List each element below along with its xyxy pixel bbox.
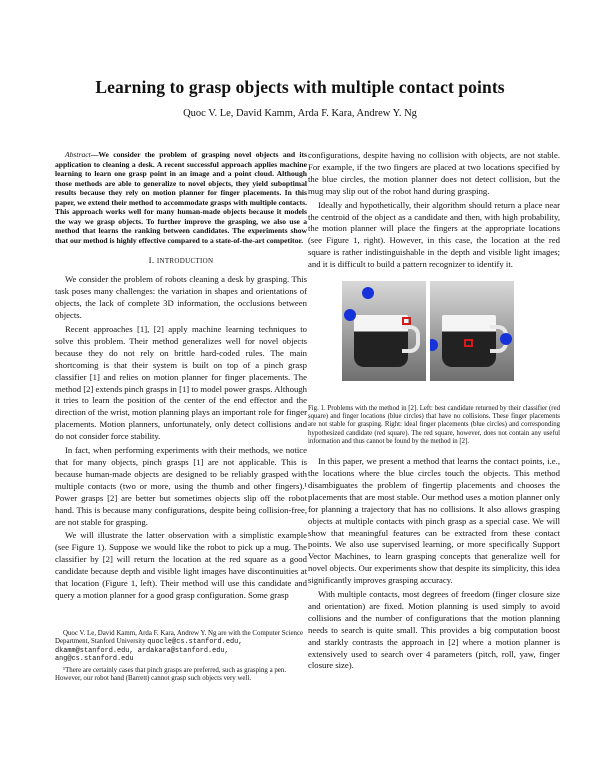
figure-caption: Fig. 1. Problems with the method in [2]. Left: best candidate returned by their classifier (red square) and finger locations (blue circles) that have no collisions. These finger placements are not stable for grasping. Right: ideal finger placements (blue circles) and corresponding hypothesized candidate (red square). The red square, however, does not contain any useful information and thus cannot be found by the method in [2]. [308, 405, 560, 445]
blue-circle-icon [430, 339, 438, 351]
red-square-icon [464, 339, 473, 347]
mug-handle-left [402, 325, 420, 353]
right-paragraph-2: Ideally and hypothetically, their algorithm should return a place near the centroid of the object as a candidate and then, with high probability, the motion planner will place the fingers at the appropriate locations (see Figure 1, right). However, in this case, the location at the red square is rather indistinguishable in the depth and visible light images; and it is difficult to build a pattern recognizer to identify it. [308, 199, 560, 270]
blue-circle-icon [500, 333, 512, 345]
blue-circle-icon [362, 287, 374, 299]
paper-title: Learning to grasp objects with multiple contact points [95, 77, 505, 97]
footnote-1: ¹There are certainly cases that pinch grasps are preferred, such as grasping a pen. However, our robot hand (Barrett) cannot grasp such objects very well. [55, 666, 287, 683]
section-number: I. [148, 255, 155, 266]
right-paragraph-4: With multiple contacts, most degrees of freedom (finger closure size and orientation) are fixed. Motion planning is used simply to avoid collisions and the number of configurations that the motion planning needs to search is quite small. This provides a big computation boost and starkly contrasts the approach in [2] where a motion planner is extensively used to search over 4 parameters (pitch, roll, yaw, finger closure size). [308, 589, 560, 671]
author-affiliation [55, 630, 307, 664]
red-square-icon [402, 317, 411, 325]
mug-left [354, 315, 408, 367]
figure-left-photo [342, 281, 426, 381]
figure-right-photo [430, 281, 514, 381]
author-list: Quoc V. Le, David Kamm, Arda F. Kara, Andrew Y. Ng [183, 108, 417, 119]
figure-1 [308, 279, 560, 397]
intro-paragraph-3: In fact, when performing experiments with their methods, we notice that for many objects, pinch grasps [1] are not applicable. This is because human-made objects are designed to be reliably grasped with multiple contacts (two or more, using the thumb and other fingers).¹ Power grasps [2] are better but sometimes objects slip off the robot hand. This is because many configurations, despite being collision-free, are not stable for grasping. [55, 445, 307, 527]
right-paragraph-1: configurations, despite having no collision with objects, are not stable. For example, if the two fingers are placed at two locations specified by the blue circles, the motion planner does not detect collision, but the mug may slip out of the robot hand during grasping. [308, 150, 560, 196]
abstract-label: Abstract [65, 150, 91, 159]
section-title: INTRODUCTION [156, 257, 214, 266]
right-paragraph-3: In this paper, we present a method that learns the contact points, i.e., the locations where the blue circles touch the objects. This method disambiguates the problem of fingertip placements and chooses the placements that are most stable. Our method uses a motion planner only for planning a trajectory that has no collisions. It also allows grasping objects at multiple contacts with pinch grasp as a special case. We will show that meaningful features can be extracted from these contact points. We also use supervised learning, or more specifically Support Vector Machines, to learn grasping concepts that generalize well for novel objects. Our experiments show that despite its simplicity, this idea significantly improves grasping accuracy. [308, 456, 560, 586]
right-column [308, 150, 560, 674]
left-column [55, 150, 307, 604]
abstract [55, 150, 307, 245]
abstract-text: —We consider the problem of grasping novel objects and its application to cleaning a desk. A recent successful approach applies machine learning to learn one grasp point in an image and a point cloud. Although those methods are able to generalize to novel objects, they yield suboptimal results because they rely on motion planner for finger placements. In this paper, we extend their method to accommodate grasps with multiple contacts. This approach works well for many human-made objects because it models the way we grasp objects. To further improve the grasping, we also use a method that learns the ranking between candidates. The experiments show that our method is highly effective compared to a state-of-the-art competitor. [55, 150, 307, 245]
affiliation-text: Quoc V. Le, David Kamm, Arda F. Kara, Andrew Y. Ng are with the Computer Science Department, Stanford University [55, 630, 304, 646]
intro-paragraph-1: We consider the problem of robots cleaning a desk by grasping. This task poses many challenges: the variation in shapes and orientations of objects, the lack of complete 3D information, the occlusions between objects. [55, 274, 307, 321]
blue-circle-icon [344, 309, 356, 321]
intro-paragraph-2: Recent approaches [1], [2] apply machine learning techniques to solve this problem. Their method generalizes well for novel objects because they do not rely on brittle hard-coded rules. The main shortcoming is that their system is built on top of a pinch grasp classifier [1] and relies on motion planner for finger placements. The method [2] extends pinch grasps in [1] to model power grasps. Although it tries to learn the position of the center of the end effector and the direction of the wrist, motion planning plays an important role for finger placements. Motion planners, unfortunately, only detect collisions and do not consider force stability. [55, 324, 307, 442]
intro-paragraph-4: We will illustrate the latter observation with a simplistic example (see Figure 1). Suppose we would like the robot to pick up a mug. The classifier by [2] will return the location at the red square as a good candidate because depth and visible light images have discontinuities at that location (Figure 1, left). Their method will use this candidate and query a motion planner for a good grasp configuration. Some grasp [55, 530, 307, 600]
section-heading [55, 255, 307, 268]
author-emails: quocle@cs.stanford.edu, dkamm@stanford.edu, ardakara@stanford.edu, ang@cs.stanford.edu [55, 638, 243, 664]
footnotes [55, 630, 307, 683]
